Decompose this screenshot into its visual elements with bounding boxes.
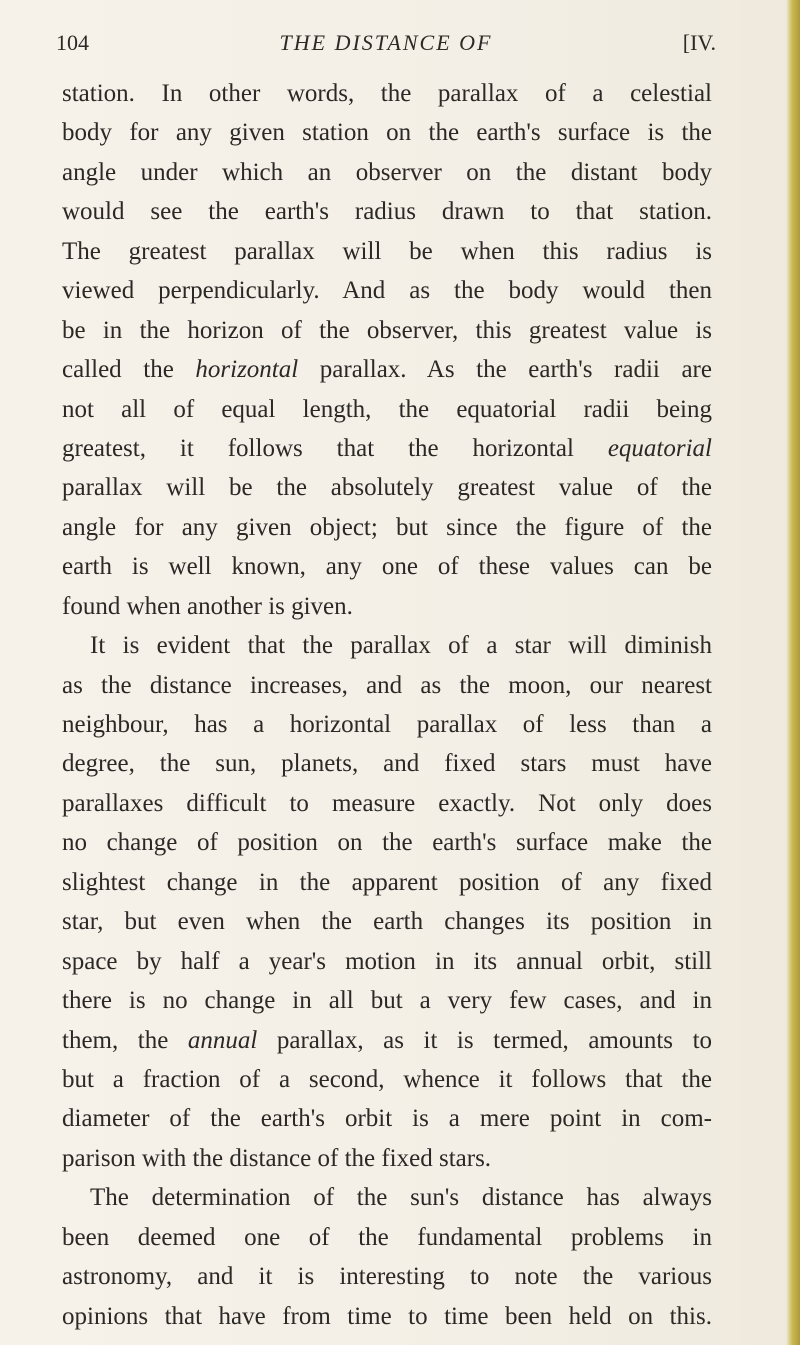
text-line <box>62 705 712 744</box>
text-line <box>62 942 712 981</box>
text-line <box>62 863 712 902</box>
text-segment: astronomy, and it is interesting to note the various <box>62 1263 712 1291</box>
text-line <box>62 311 712 350</box>
text-segment: angle for any given object; but since the figure of the <box>62 513 712 541</box>
text-segment: The greatest parallax will be when this radius is <box>62 237 712 265</box>
text-line <box>62 1021 712 1060</box>
text-segment: been deemed one of the fundamental problems in <box>62 1223 712 1251</box>
text-segment: space by half a year's motion in its annual orbit, still <box>62 947 712 975</box>
text-line <box>62 74 712 113</box>
text-segment: would see the earth's radius drawn to that station. <box>62 198 712 226</box>
text-segment: called the <box>62 356 196 384</box>
text-line <box>62 1139 712 1178</box>
text-line <box>62 508 712 547</box>
text-segment: It is evident that the parallax of a star will diminish <box>90 632 712 660</box>
body-text <box>62 74 712 1336</box>
text-line <box>62 350 712 389</box>
text-line <box>62 1297 712 1336</box>
text-line <box>62 429 712 468</box>
text-segment: diameter of the earth's orbit is a mere point in com- <box>62 1105 712 1133</box>
text-line <box>62 823 712 862</box>
text-segment: no change of position on the earth's surface make the <box>62 829 712 857</box>
text-line <box>62 1178 712 1217</box>
text-segment: earth is well known, any one of these values can be <box>62 553 712 581</box>
running-title: THE DISTANCE OF <box>279 30 493 55</box>
text-segment: greatest, it follows that the horizontal <box>62 434 608 462</box>
text-line <box>62 547 712 586</box>
text-line <box>62 981 712 1020</box>
page-number: 104 <box>56 30 89 55</box>
text-segment: not all of equal length, the equatorial radii being <box>62 395 712 423</box>
text-line <box>62 1099 712 1138</box>
text-line <box>62 232 712 271</box>
text-segment: them, the <box>62 1026 188 1054</box>
text-line <box>62 1218 712 1257</box>
text-segment: parallaxes difficult to measure exactly. Not only does <box>62 789 712 817</box>
text-line <box>62 468 712 507</box>
page-edge <box>786 0 800 1345</box>
italic-term: annual <box>187 1026 258 1054</box>
text-segment: angle under which an observer on the distant body <box>62 158 712 186</box>
text-segment: but a fraction of a second, whence it follows that the <box>62 1065 712 1093</box>
text-segment: be in the horizon of the observer, this greatest value is <box>62 316 712 344</box>
text-segment: there is no change in all but a very few cases, and in <box>62 987 712 1015</box>
text-line <box>62 784 712 823</box>
text-segment: neighbour, has a horizontal parallax of less than a <box>62 711 712 738</box>
text-segment: viewed perpendicularly. And as the body would then <box>62 277 712 305</box>
text-segment: parallax will be the absolutely greatest value of the <box>62 474 712 502</box>
text-segment: parison with the distance of the fixed stars. <box>62 1144 492 1172</box>
running-header <box>56 30 716 60</box>
text-segment: The determination of the sun's distance has always <box>90 1184 712 1212</box>
text-segment: body for any given station on the earth's surface is the <box>62 119 712 147</box>
text-line <box>62 192 712 231</box>
text-line <box>62 1257 712 1296</box>
text-segment: found when another is given. <box>62 592 353 620</box>
text-segment: station. In other words, the parallax of a celestial <box>62 80 712 107</box>
text-segment: star, but even when the earth changes its position in <box>62 908 712 936</box>
text-line <box>62 1060 712 1099</box>
text-line <box>62 271 712 310</box>
text-line <box>62 626 712 665</box>
chapter-marker: [IV. <box>682 30 716 55</box>
text-line <box>62 113 712 152</box>
text-line <box>62 153 712 192</box>
text-line <box>62 902 712 941</box>
text-line <box>62 666 712 705</box>
italic-term: horizontal <box>195 356 299 384</box>
text-line <box>62 587 712 626</box>
text-segment: slightest change in the apparent position of any fixed <box>62 868 712 896</box>
italic-term: equatorial <box>607 434 712 462</box>
text-line <box>62 390 712 429</box>
text-line <box>62 744 712 783</box>
text-segment: parallax. As the earth's radii are <box>298 356 712 384</box>
text-segment: opinions that have from time to time been held on this. <box>62 1302 712 1330</box>
text-segment: degree, the sun, planets, and fixed stars must have <box>62 750 712 778</box>
text-segment: parallax, as it is termed, amounts to <box>257 1026 713 1054</box>
text-segment: as the distance increases, and as the moon, our nearest <box>62 671 712 699</box>
